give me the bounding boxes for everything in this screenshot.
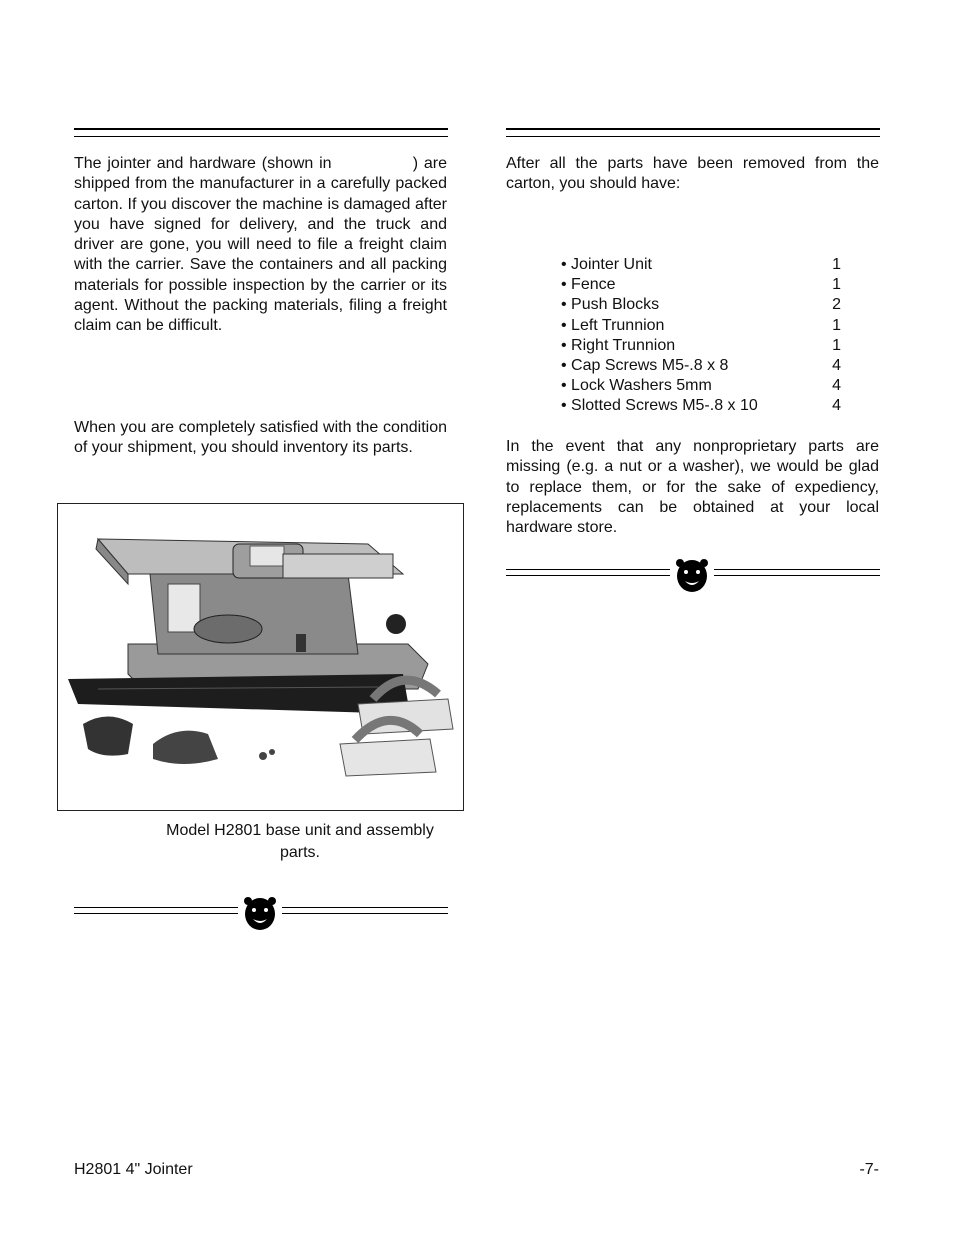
inventory-qty: 2: [832, 296, 841, 314]
inventory-qty: 1: [832, 256, 841, 273]
divider-line-right: [282, 907, 448, 914]
inventory-row: [561, 295, 841, 315]
inventory-item: • Slotted Screws M5-.8 x 10: [561, 397, 758, 415]
inventory-qty: 4: [832, 377, 841, 395]
missing-parts-paragraph: In the event that any nonproprietary parts are missing (e.g. a nut or a washer), we would be glad to replace them, or for the sake of expediency, replacements can be obtained at your local hardware store.: [506, 438, 879, 537]
divider-line-left: [74, 907, 238, 914]
inventory-intro-paragraph: When you are completely satisfied with the condition of your shipment, you should inventory its parts.: [74, 419, 447, 457]
parts-intro-paragraph: After all the parts have been removed from the carton, you should have:: [506, 155, 879, 193]
left-divider: [74, 895, 448, 931]
footer-title: H2801 4" Jointer: [74, 1161, 193, 1178]
inventory-row: [561, 376, 841, 396]
inventory-row: [561, 275, 841, 295]
jointer-photo-illustration: [58, 504, 462, 809]
shipping-paragraph: The jointer and hardware (shown in ) are shipped from the manufacturer in a carefully packed carton. If you discover the machine is damaged after you have signed for delivery, and the truck and driver are gone, you will need to file a freight claim with the carrier. Save the containers and all packing materials for possible inspection by the carrier or its agent. Without the packing materials, filing a freight claim can be difficult.: [74, 155, 452, 335]
bear-head-icon: [674, 557, 710, 593]
inventory-qty: 4: [832, 397, 841, 415]
product-photo: [57, 503, 464, 811]
inventory-qty: 4: [832, 357, 841, 375]
divider-line-right: [714, 569, 880, 576]
inventory-row: [561, 396, 841, 416]
figure-caption: Model H2801 base unit and assembly parts.: [166, 822, 434, 861]
inventory-row: [561, 316, 841, 336]
inventory-qty: 1: [832, 336, 841, 354]
inventory-item: • Cap Screws M5-.8 x 8: [561, 357, 729, 375]
right-divider: [506, 557, 880, 593]
inventory-row: [561, 356, 841, 376]
inventory-row: [561, 255, 841, 275]
inventory-item: • Fence: [561, 276, 616, 294]
right-section-rule: [506, 128, 880, 137]
inventory-item: • Jointer Unit: [561, 256, 652, 273]
inventory-row: [561, 336, 841, 356]
inventory-list: [561, 255, 841, 417]
left-section-rule: [74, 128, 448, 137]
inventory-item: • Right Trunnion: [561, 336, 676, 354]
bear-head-icon: [242, 895, 278, 931]
divider-line-left: [506, 569, 670, 576]
inventory-item: • Left Trunnion: [561, 316, 665, 334]
page-number: -7-: [859, 1161, 879, 1178]
inventory-qty: 1: [832, 276, 841, 294]
inventory-item: • Lock Washers 5mm: [561, 377, 712, 395]
inventory-item: • Push Blocks: [561, 296, 660, 314]
inventory-qty: 1: [832, 316, 841, 334]
